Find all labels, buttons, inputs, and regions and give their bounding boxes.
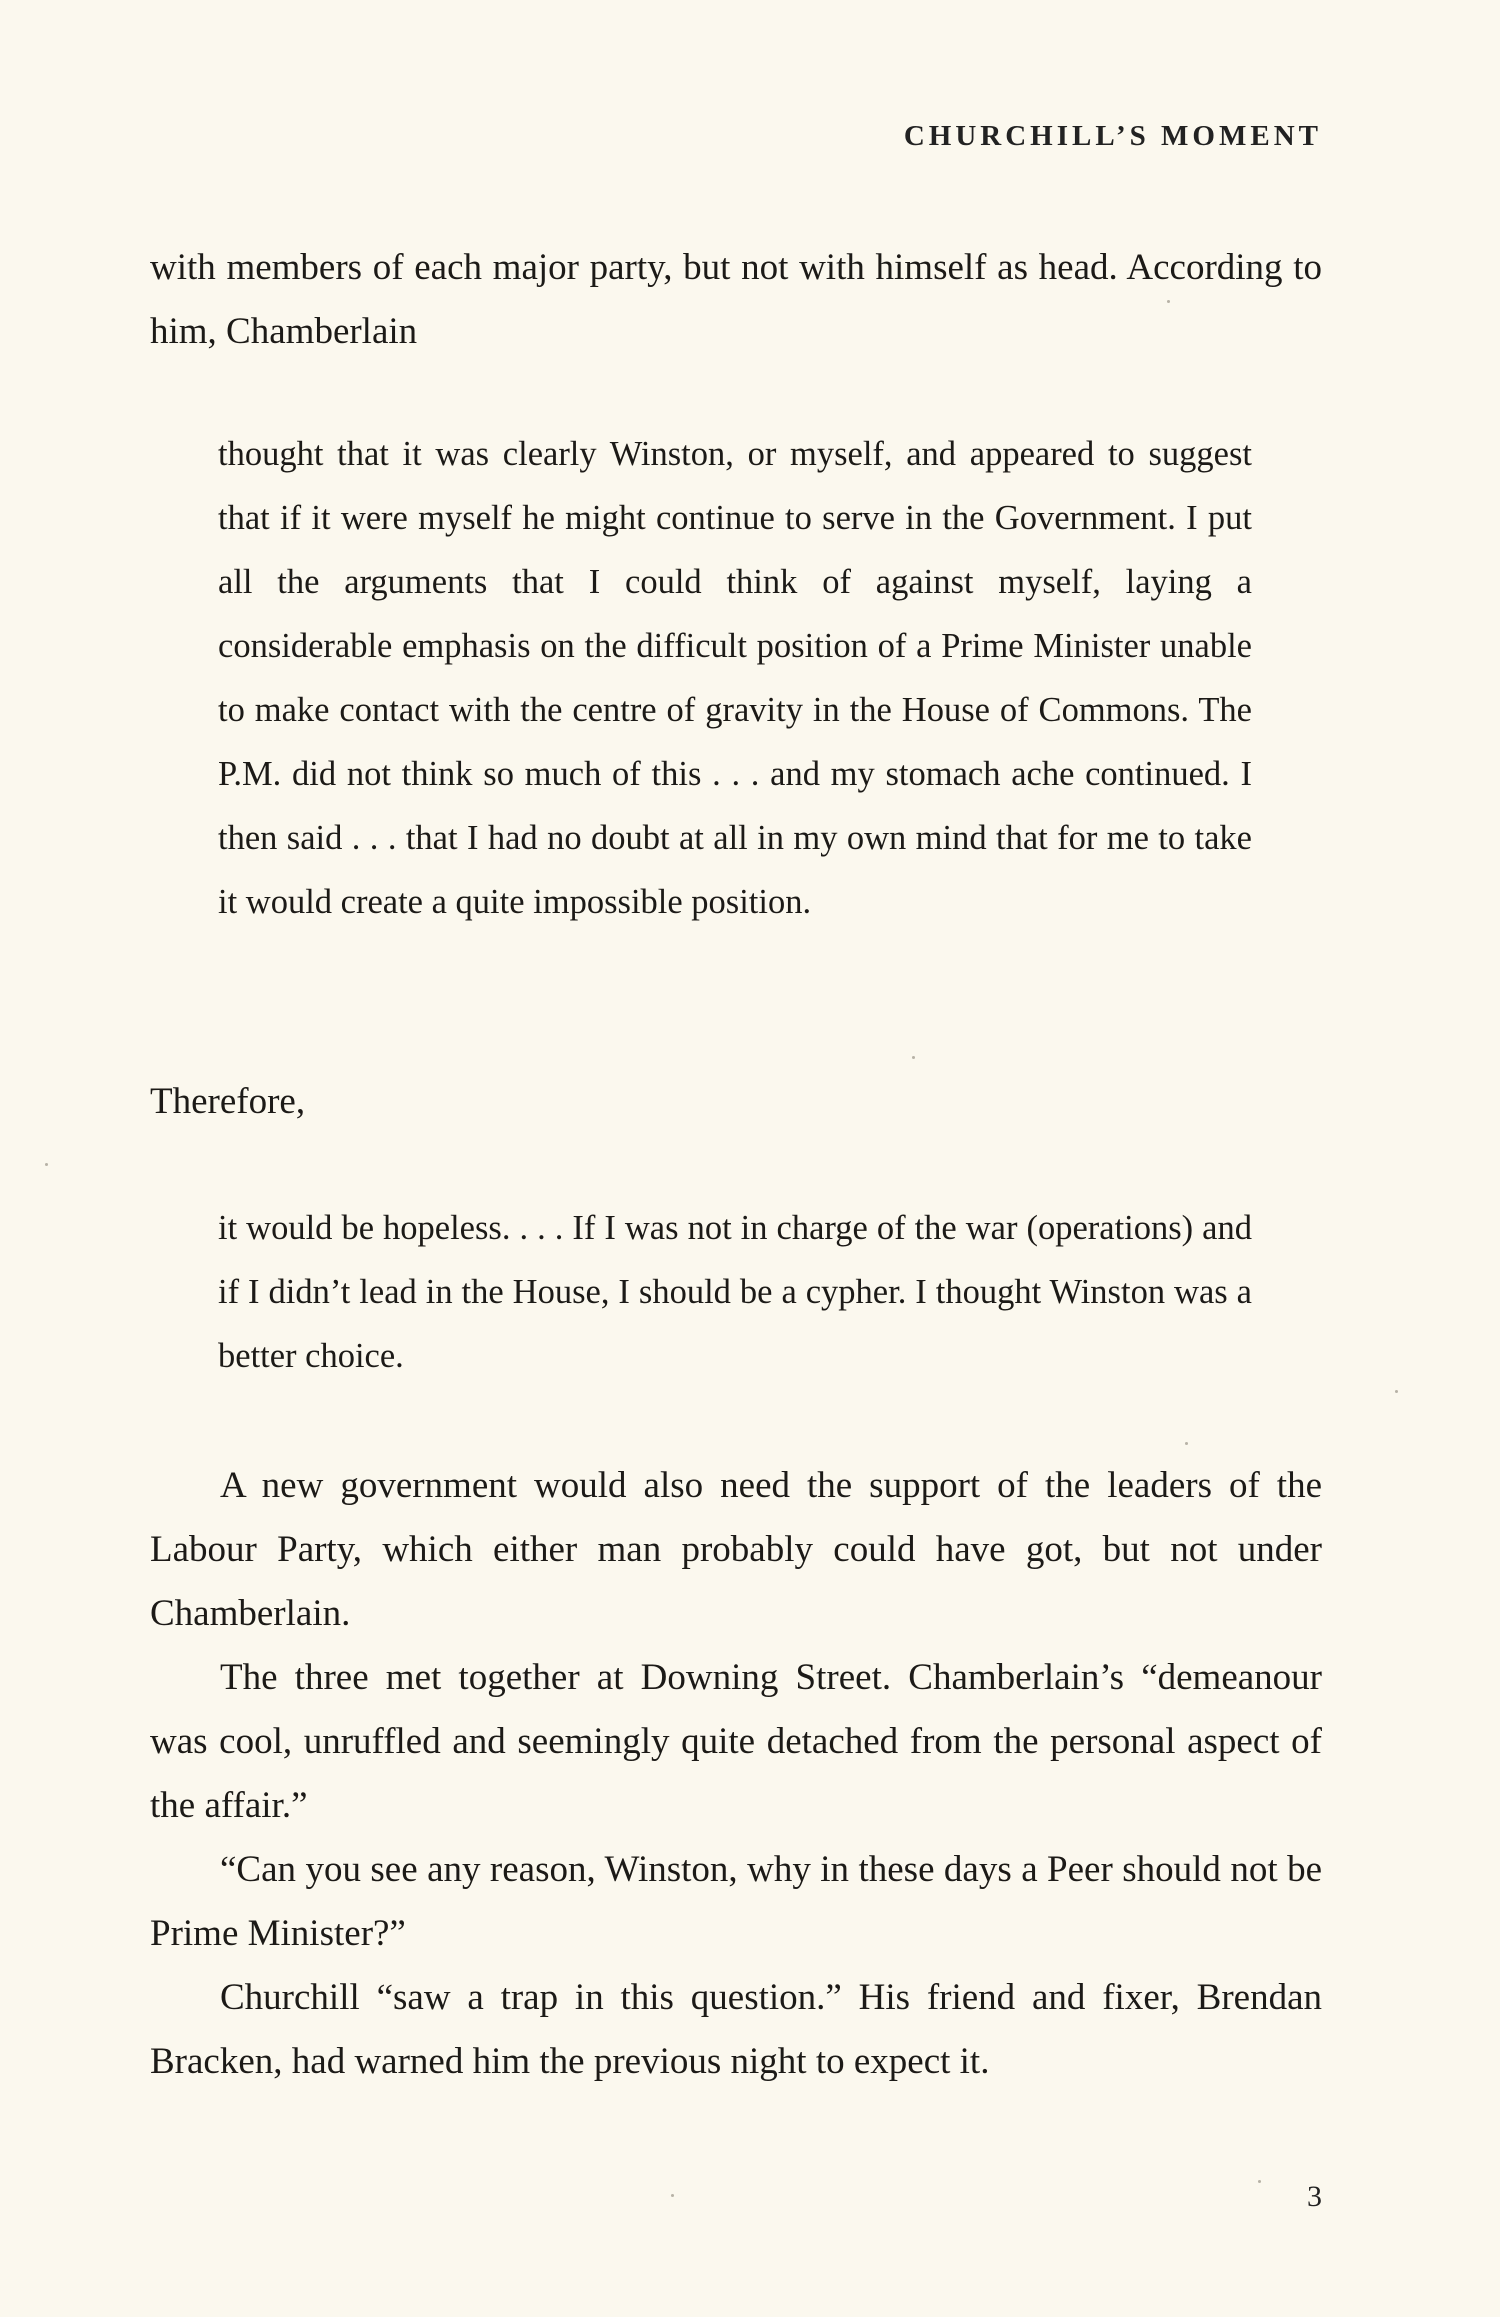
page-number: 3 bbox=[1307, 2180, 1322, 2213]
block-quote-1: thought that it was clearly Winston, or myself, and appeared to suggest that if it were myself he might continue to serve in the Government. I put all the arguments that I could think of against myself, laying a considerable emphasis on the difficult position of a Prime Minister unable to make contact with the centre of gravity in the House of Commons. The P.M. did not think so much of this . . . and my stomach ache continued. I then said . . . that I had no doubt at all in my own mind that for me to take it would create a quite impossible position. bbox=[218, 435, 1252, 921]
opening-paragraph: with members of each major party, but not with himself as head. According to him, Chamberlain bbox=[150, 247, 1322, 352]
opening-paragraph-block bbox=[150, 236, 1322, 364]
paragraph-peer-question: “Can you see any reason, Winston, why in these days a Peer should not be Prime Minister?” bbox=[150, 1849, 1322, 1954]
paper-speck bbox=[1167, 300, 1170, 303]
running-head: CHURCHILL’S MOMENT bbox=[903, 120, 1322, 152]
paragraph-trap: Churchill “saw a trap in this question.” His friend and fixer, Brendan Bracken, had warned him the previous night to expect it. bbox=[150, 1977, 1322, 2082]
paper-speck bbox=[912, 1056, 915, 1059]
closing-paragraphs bbox=[150, 1454, 1322, 2094]
paragraph-downing-street: The three met together at Downing Street. Chamberlain’s “demeanour was cool, unruffled and seemingly quite detached from the personal aspect of the affair.” bbox=[150, 1657, 1322, 1826]
block-quote-2: it would be hopeless. . . . If I was not in charge of the war (operations) and if I didn’t lead in the House, I should be a cypher. I thought Winston was a better choice. bbox=[218, 1209, 1252, 1375]
paper-speck bbox=[1185, 1442, 1188, 1445]
therefore-line: Therefore, bbox=[150, 1081, 306, 1122]
paragraph-labour-party: A new government would also need the support of the leaders of the Labour Party, which either man probably could have got, but not under Chamberlain. bbox=[150, 1465, 1322, 1634]
paper-speck bbox=[1395, 1390, 1398, 1393]
paper-speck bbox=[45, 1163, 48, 1166]
paper-speck bbox=[1258, 2180, 1261, 2183]
therefore-block bbox=[150, 1070, 1322, 1134]
paper-speck bbox=[671, 2194, 674, 2197]
